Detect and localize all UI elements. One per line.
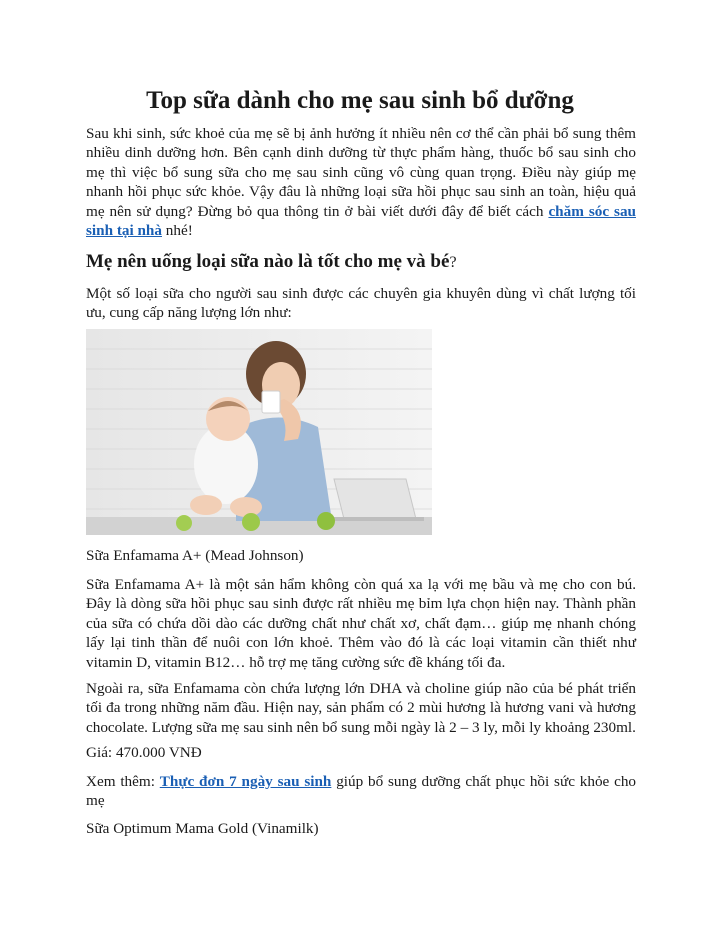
home-care-link[interactable]: chăm sóc sau sinh tại nhà — [86, 202, 636, 240]
section-heading-suffix: ? — [449, 254, 457, 271]
see-more-suffix: giúp bổ sung dưỡng chất phục hồi sức khỏe cho mẹ — [86, 773, 637, 810]
product1-description-2: Ngoài ra, sữa Enfamama còn chứa lượng lớn DHA và choline giúp não của bé phát triển tối đa trong những năm đầu. Hiện nay, sản phẩm có 2 mùi hương là hương vani và hương chocolate. Lượng sữa mẹ sau sinh nên bổ sung mỗi ngày là 2 – 3 ly, mỗi ly khoảng 230ml. — [86, 680, 636, 736]
page-title: Top sữa dành cho mẹ sau sinh bổ dưỡng — [146, 87, 574, 114]
product1-description: Sữa Enfamama A+ là một sản hẩm không còn quá xa lạ với mẹ bầu và mẹ cho con bú. Đây là dòng sữa hồi phục sau sinh được rất nhiều mẹ bỉm lựa chọn hiện nay. Thành phần của sữa có chứa dồi dào các dưỡng chất như chất xơ, chất đạm… giúp mẹ nhanh chóng lấy lại tinh thần để nuôi con lớn khoẻ. Thêm vào đó là các loại vitamin cần thiết như vitamin D, vitamin B12… hỗ trợ mẹ tăng cường sức đề kháng tối đa. — [86, 576, 636, 671]
section-heading — [86, 250, 457, 275]
product1-price: Giá: 470.000 VNĐ — [86, 744, 202, 761]
see-more-prefix: Xem thêm: — [86, 773, 160, 790]
intro-text: Sau khi sinh, sức khoẻ của mẹ sẽ bị ảnh hưởng ít nhiều nên cơ thể cần phải bổ sung thêm nhiều dinh dưỡng hơn. Bên cạnh dinh dưỡng từ thực phẩm hàng, thuốc bổ sau sinh cho mẹ thì việc bổ sung sữa cho mẹ sau sinh cũng vô cùng quan trọng. Điều này giúp mẹ nhanh hồi phục sức khỏe. Vậy đâu là những loại sữa hồi phục sau sinh an toàn, hiệu quả mẹ nên sử dụng? Đừng bỏ qua thông tin ở bài viết dưới đây để biết cách — [86, 125, 636, 220]
section-intro: Một số loại sữa cho người sau sinh được các chuyên gia khuyên dùng vì chất lượng tối ưu, cung cấp năng lượng lớn như: — [86, 285, 636, 322]
intro-paragraph — [86, 124, 636, 240]
seven-day-menu-link[interactable]: Thực đơn 7 ngày sau sinh — [159, 773, 332, 790]
see-more-paragraph — [86, 772, 636, 811]
mother-baby-photo — [86, 329, 432, 535]
section-heading-text: Mẹ nên uống loại sữa nào là tốt cho mẹ và bé — [86, 251, 450, 272]
product1-name: Sữa Enfamama A+ (Mead Johnson) — [86, 547, 304, 564]
product2-name: Sữa Optimum Mama Gold (Vinamilk) — [86, 820, 319, 837]
intro-after: nhé! — [161, 222, 193, 240]
